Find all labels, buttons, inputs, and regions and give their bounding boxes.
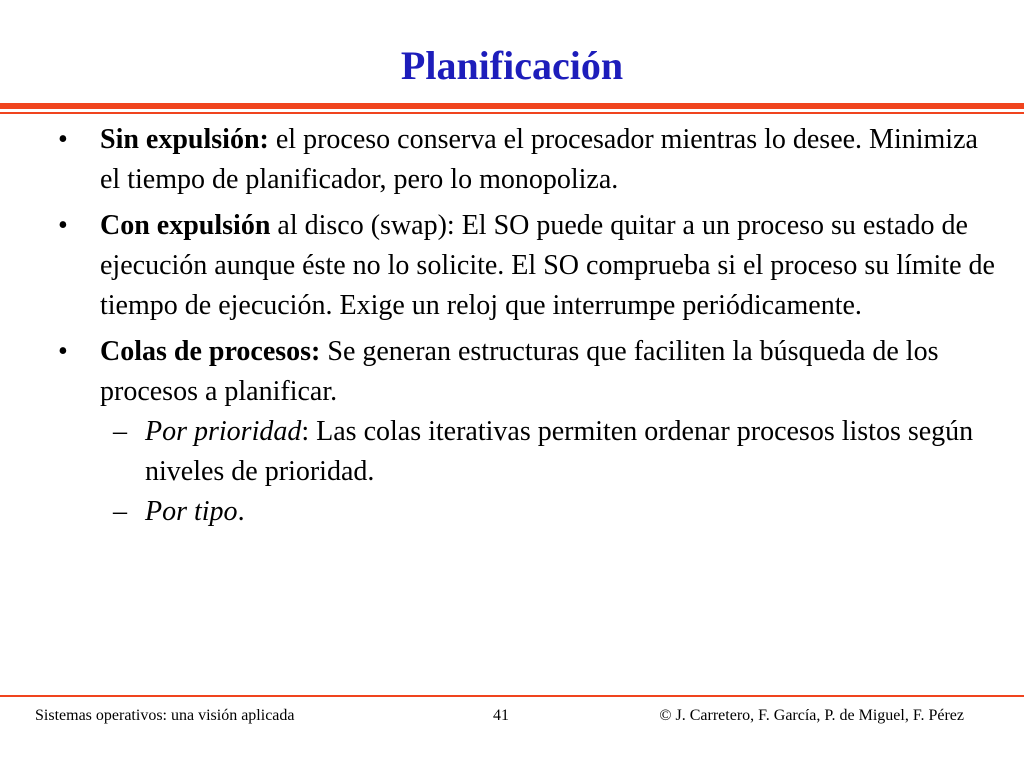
title-underline-thin	[0, 112, 1024, 114]
footer-copyright: © J. Carretero, F. García, P. de Miguel, F. Pérez	[659, 707, 964, 724]
sub-bullet-text: .	[237, 496, 245, 527]
sub-bullet-por-tipo	[55, 492, 995, 532]
bullet-term: Colas de procesos:	[100, 336, 321, 367]
sub-bullet-dash: –	[113, 496, 127, 527]
sub-bullet-dash: –	[113, 416, 127, 447]
footer-divider	[0, 695, 1024, 697]
bullet-text: el proceso conserva el procesador mientras lo desee. Minimiza el tiempo de planificador, pero lo monopoliza.	[100, 124, 978, 195]
bullet-term: Sin expulsión:	[100, 124, 269, 155]
bullet-dot: •	[58, 210, 68, 241]
slide-title: Planificación	[400, 43, 624, 88]
bullet-item-sin-expulsion	[55, 120, 995, 200]
bullet-dot: •	[58, 124, 68, 155]
bullet-text: Se generan estructuras que faciliten la búsqueda de los procesos a planificar.	[100, 336, 939, 407]
bullet-text: al disco (swap): El SO puede quitar a un proceso su estado de ejecución aunque éste no lo solicite. El SO comprueba si el proceso su límite de tiempo de ejecución. Exige un reloj que interrumpe periódicamente.	[100, 210, 995, 321]
sub-bullet-term: Por prioridad	[145, 416, 302, 447]
bullet-item-colas-de-procesos	[55, 332, 995, 412]
sub-bullet-text: : Las colas iterativas permiten ordenar procesos listos según niveles de prioridad.	[145, 416, 974, 487]
slide-content	[55, 120, 995, 532]
sub-bullet-term: Por tipo	[145, 496, 238, 527]
footer-book-title: Sistemas operativos: una visión aplicada	[35, 707, 295, 724]
footer-page-number: 41	[493, 707, 509, 724]
sub-bullet-por-prioridad	[55, 412, 995, 492]
bullet-dot: •	[58, 336, 68, 367]
title-underline-thick	[0, 103, 1024, 109]
bullet-term: Con expulsión	[100, 210, 271, 241]
bullet-item-con-expulsion	[55, 206, 995, 326]
